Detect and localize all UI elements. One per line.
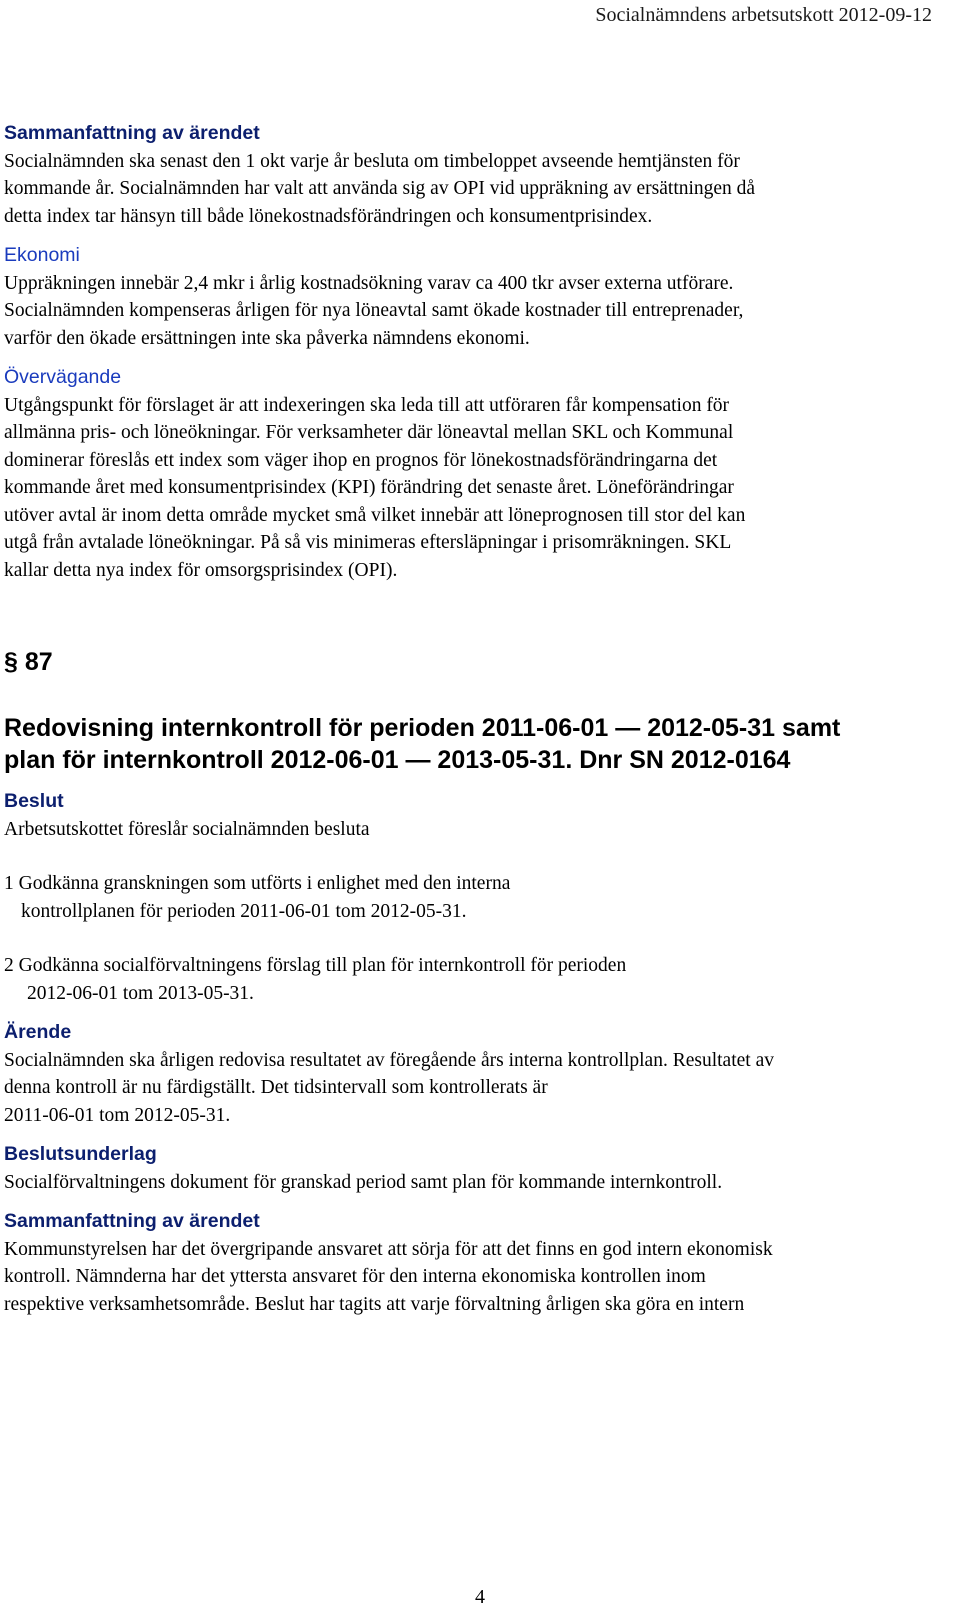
summary-heading: Sammanfattning av ärendet [4,122,260,144]
summary-2-heading: Sammanfattning av ärendet [4,1210,260,1232]
matter-heading: Ärende [4,1021,72,1043]
economy-text: Uppräkningen innebär 2,4 mkr i årlig kostnadsökning varav ca 400 tkr avser externa utförare. Socialnämnden kompenseras årligen för nya löneavtal samt ökade kostnader till entreprenader, varför den ökade ersättningen inte ska påverka nämndens ekonomi. [4,272,744,349]
page-number: 4 [475,1586,485,1608]
summary-text: Socialnämnden ska senast den 1 okt varje år besluta om timbeloppet avseende hemtjänsten för kommande år. Socialnämnden har valt att använda sig av OPI vid uppräkning av ersättningen då detta index tar hänsyn till både lönekostnadsförändringen och konsumentprisindex. [4,150,756,227]
decision-heading: Beslut [4,790,64,812]
decision-basis-text: Socialförvaltningens dokument för granskad period samt plan för kommande internkontroll. [4,1171,723,1193]
decision-item-2-line-2: 2012-06-01 tom 2013-05-31. [27,982,254,1004]
economy-heading: Ekonomi [4,244,80,266]
consideration-text: Utgångspunkt för förslaget är att indexeringen ska leda till att utföraren får kompensation för allmänna pris- och löneökningar. För verksamheter där löneavtal mellan SKL och Kommunal dominerar föreslås ett index som väger ihop en prognos för lönekostnadsförändringarna det kommande året med konsumentprisindex (KPI) förändring det senaste året. Löneförändringar utöver avtal är inom detta område mycket små vilket innebär att löneprognosen till stor del kan utgå från avtalade löneökningar. På så vis minimeras eftersläpningar i prisomräkningen. SKL kallar detta nya index för omsorgsprisindex (OPI). [4,394,746,581]
decision-basis-heading: Beslutsunderlag [4,1143,157,1165]
matter-text: Socialnämnden ska årligen redovisa resultatet av föregående års interna kontrollplan. Resultatet av denna kontroll är nu färdigställt. Det tidsintervall som kontrollerats är 2011-06-01 tom 2012-05-31. [4,1049,774,1126]
summary-2-text: Kommunstyrelsen har det övergripande ansvaret att sörja för att det finns en god intern ekonomisk kontroll. Nämnderna har det yttersta ansvaret för den interna ekonomiska kontrollen inom respektive verksamhetsområde. Beslut har tagits att varje förvaltning årligen ska göra en intern [4,1238,773,1315]
decision-item-1-line-2: kontrollplanen för perioden 2011-06-01 tom 2012-05-31. [21,900,467,922]
page-header: Socialnämndens arbetsutskott 2012-09-12 [595,4,932,26]
decision-item-1-line-1: 1 Godkänna granskningen som utförts i enlighet med den interna [4,873,511,894]
consideration-heading: Övervägande [4,366,122,388]
decision-item-2-line-1: 2 Godkänna socialförvaltningens förslag till plan för internkontroll för perioden [4,955,627,976]
item-title: Redovisning internkontroll för perioden 2011-06-01 — 2012-05-31 samt plan för internkontroll 2012-06-01 — 2013-05-31. Dnr SN 2012-0164 [4,714,841,774]
paragraph-number: § 87 [4,648,53,676]
document-body [4,120,954,1318]
decision-intro: Arbetsutskottet föreslår socialnämnden besluta [4,818,370,840]
